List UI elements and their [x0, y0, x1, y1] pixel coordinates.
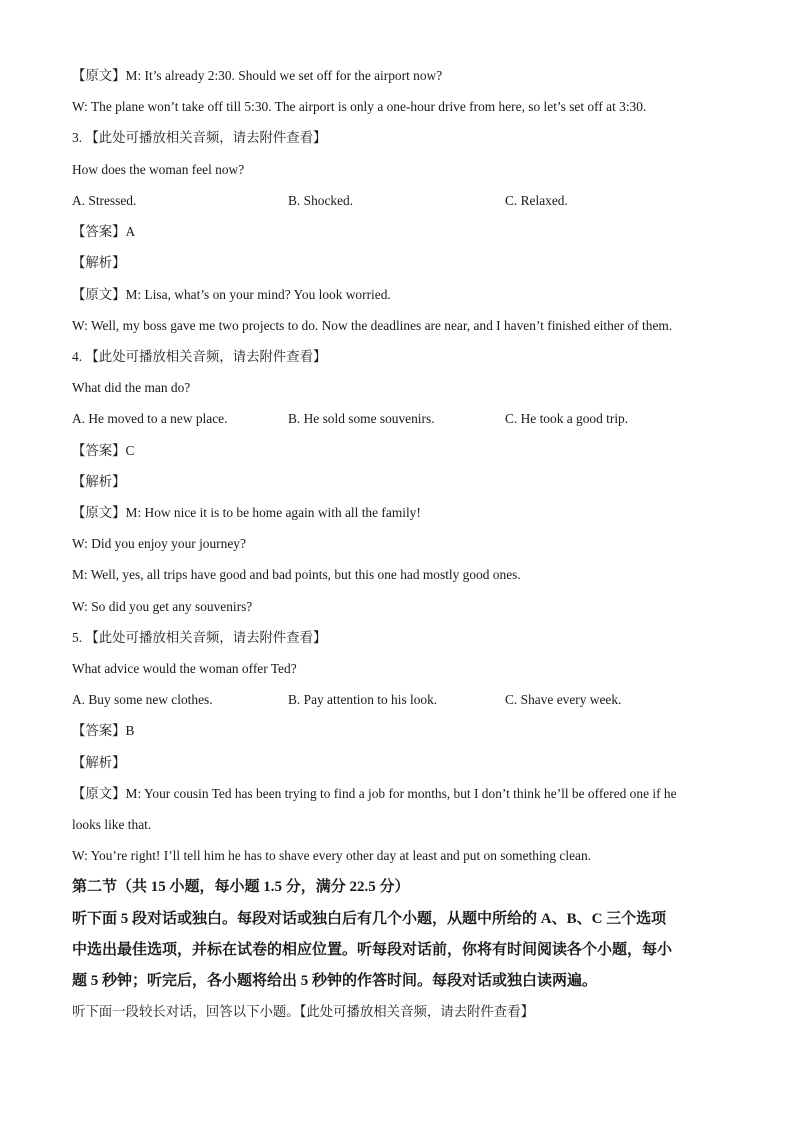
- option-a: A. Stressed.: [72, 193, 137, 208]
- option-c: C. Shave every week.: [505, 692, 622, 707]
- question-text: How does the woman feel now?: [72, 162, 245, 177]
- analysis-label: 【解析】: [72, 755, 126, 770]
- transcript-line: W: The plane won’t take off till 5:30. The airport is only a one-hour drive from here, so let’s set off at 3:30.: [72, 99, 647, 114]
- answer-line: 【答案】B: [72, 723, 135, 738]
- transcript-line: 【原文】M: Your cousin Ted has been trying to find a job for months, but I don’t think he’ll be offered one if he: [72, 786, 677, 801]
- answer-line: 【答案】A: [72, 224, 136, 239]
- transcript-line: 【原文】M: How nice it is to be home again with all the family!: [72, 505, 421, 520]
- analysis-label: 【解析】: [72, 474, 126, 489]
- listening-prompt: 听下面一段较长对话，回答以下小题。【此处可播放相关音频，请去附件查看】: [72, 1004, 534, 1019]
- question-number: 3. 【此处可播放相关音频，请去附件查看】: [72, 130, 327, 145]
- instructions-line: 题 5 秒钟；听完后，各小题将给出 5 秒钟的作答时间。每段对话或独白读两遍。: [72, 973, 598, 989]
- analysis-label: 【解析】: [72, 255, 126, 270]
- option-b: B. Shocked.: [288, 193, 354, 208]
- instructions-line: 听下面 5 段对话或独白。每段对话或独白后有几个小题，从题中所给的 A、B、C 三个选项: [72, 911, 667, 927]
- transcript-line: W: Well, my boss gave me two projects to do. Now the deadlines are near, and I haven’t finished either of them.: [72, 318, 673, 333]
- option-b: B. Pay attention to his look.: [288, 692, 438, 707]
- option-c: C. Relaxed.: [505, 193, 568, 208]
- instructions-line: 中选出最佳选项，并标在试卷的相应位置。听每段对话前，你将有时间阅读各个小题，每小: [72, 942, 673, 958]
- question-number: 5. 【此处可播放相关音频，请去附件查看】: [72, 630, 327, 645]
- transcript-line: 【原文】M: It’s already 2:30. Should we set off for the airport now?: [72, 68, 443, 83]
- question-text: What did the man do?: [72, 380, 191, 395]
- option-a: A. Buy some new clothes.: [72, 692, 213, 707]
- transcript-line: W: So did you get any souvenirs?: [72, 599, 253, 614]
- option-a: A. He moved to a new place.: [72, 411, 228, 426]
- transcript-line: looks like that.: [72, 817, 152, 832]
- section-heading: 第二节（共 15 小题，每小题 1.5 分，满分 22.5 分）: [72, 879, 410, 895]
- transcript-line: W: You’re right! I’ll tell him he has to shave every other day at least and put on something clean.: [72, 848, 591, 863]
- question-text: What advice would the woman offer Ted?: [72, 661, 297, 676]
- answer-line: 【答案】C: [72, 443, 135, 458]
- option-c: C. He took a good trip.: [505, 411, 629, 426]
- transcript-line: W: Did you enjoy your journey?: [72, 536, 246, 551]
- transcript-line: M: Well, yes, all trips have good and bad points, but this one had mostly good ones.: [72, 567, 521, 582]
- transcript-line: 【原文】M: Lisa, what’s on your mind? You look worried.: [72, 287, 391, 302]
- question-number: 4. 【此处可播放相关音频，请去附件查看】: [72, 349, 327, 364]
- option-b: B. He sold some souvenirs.: [288, 411, 435, 426]
